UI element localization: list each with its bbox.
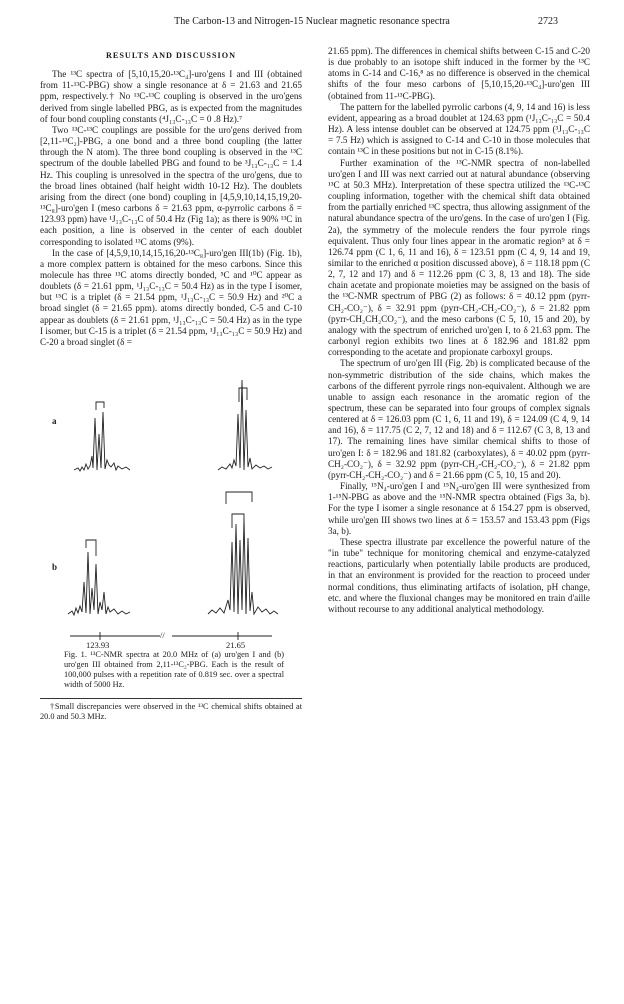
section-heading: RESULTS AND DISCUSSION (106, 51, 236, 60)
spectrum-b-left (68, 552, 130, 615)
paragraph-results-2: Two ¹³C-¹³C couplings are possible for the uro'gens derived from [2,11-¹³C₂]-PBG, a one bond and a three bond coupling (the latter through the N atom). The three bond coupling is observed in the ¹³C spectrum of the double labelled PBG and found to be ³J₁₃C-₁₃C = 1.4 Hz. This coupling is unresolved in the spectra of the uro'gens, due to the broad lines obtained (half height width 10-12 Hz). The doublets arising from the direct (one bond) coupling in [4,5,9,10,14,15,19,20-¹³C₈]-uro'gen I (meso carbons δ = 21.63 ppm, α-pyrrolic carbons δ = 123.93 ppm) have ¹J₁₃C-₁₃C of 50.4 Hz (Fig 1a); as there is 90% ¹³C in each position, a line is observed in the center of each doublet corresponding to isolated ¹³C atoms (9%). (40, 124, 302, 247)
tick-label-right: 21.65 (226, 640, 246, 651)
left-column (40, 46, 302, 722)
page-number: 2723 (538, 16, 558, 27)
nmr-spectra-figure (40, 352, 302, 648)
axis-break-mark: // (160, 630, 165, 641)
paragraph-right-4: The spectrum of uro'gen III (Fig. 2b) is complicated because of the non-symmetric distribution of the side chains, which makes the carbons of the different pyrrole rings non-equivalent. Although we are unable to assign each resonance in the aromatic region of the spectrum, these can be separated into four groups of complex signals centered at δ = 126.03 ppm (C 1, 6, 11 and 19), δ = 124.09 (C 4, 9, 14 and 16), δ = 117.75 (C 2, 7, 12 and 18) and δ = 112.67 (C 3, 8, 13 and 17). The remaining lines have similar chemical shifts to those of uro'gen I: δ = 182.96 and 181.82 (carboxylates), δ = 40.02 ppm (pyrr-CH₂-CO₂⁻), δ = 32.92 ppm (pyrr-CH₂-CH₂-CO₂⁻), δ = 21.82 ppm (pyrr-CH₂-CH₂-CO₂⁻) and δ = 21.66 ppm (C 5, 10, 15 and 20). (328, 358, 590, 480)
panel-label-b: b (52, 562, 58, 573)
paragraph-right-5: Finally, ¹⁵N₄-uro'gen I and ¹⁵N₄-uro'gen III were synthesized from 1-¹⁵N-PBG as above and the ¹⁵N-NMR spectra obtained (Figs 3a, b). For the type I isomer a single resonance at δ 154.27 ppm is observed, while uro'gen III shows two lines at δ = 153.57 and 153.43 ppm (Figs 3a, b). (328, 481, 590, 536)
footnote: †Small discrepancies were observed in the ¹³C chemical shifts obtained at 20.0 and 50.3 MHz. (40, 702, 302, 722)
figure-caption: Fig. 1. ¹³C-NMR spectra at 20.0 MHz of (a) uro'gen I and (b) uro'gen III obtained from 2,11-¹³C₂-PBG. Each is the result of 100,000 pulses with a repetition rate of 0.819 sec. over a spectral width of 5000 Hz. (64, 650, 284, 690)
running-header (0, 16, 624, 30)
paragraph-right-6: These spectra illustrate par excellence the powerful nature of the "in tube" technique for monitoring chemical and enzyme-catalyzed reactions, particularly when potentially labile products are produced, in that an environment is provided for the reaction to proceed under normal conditions, thus eliminating artifacts of isolation, pH change, etc. and where the fluxional changes may be monitored en train d'aille without recourse to any additional analytical methodology. (328, 536, 590, 614)
coupling-bracket-a-left (96, 402, 104, 410)
triplet-bracket-b (232, 514, 244, 528)
running-title: The Carbon-13 and Nitrogen-15 Nuclear magnetic resonance spectra (174, 16, 450, 27)
paragraph-right-1: 21.65 ppm). The differences in chemical shifts between C-15 and C-20 is due probably to an isotope shift induced in the former by the ¹³C atoms in C-14 and C-16,⁸ as no difference is observed in the chemical shifts of the four meso carbons of [5,10,15,20-¹³C₄]-uro'gen III (obtained from 11-¹³C-PBG). (328, 46, 590, 101)
spectrum-a-left (74, 412, 130, 471)
paragraph-results-1: The ¹³C spectra of [5,10,15,20-¹³C₄]-uro'gens I and III (obtained from 11-¹³C-PBG) show a single resonance at δ = 21.63 and 21.65 ppm, respectively.† No ¹³C-¹³C coupling is observed in the uro'gens derived from single labelled PBG, as is expected from the magnitudes of four bond coupling constants (⁴J₁₃C-₁₃C = 0 .8 Hz).⁷ (40, 69, 302, 124)
paragraph-right-3: Further examination of the ¹³C-NMR spectra of non-labelled uro'gen I and III was next carried out at natural abundance (observing ¹³C at 50.3 MHz). Interpretation of these spectra utilized the ¹³C-¹³C coupling information, together with the chemical shift data obtained from the partially enriched ¹³C spectra, thus allowing assignment of the natural abundance spectra of the uro'gens. In the case of uro'gen I (Fig. 2a), the symmetry of the molecule renders the four pyrrole rings equivalent. Thus only four lines appear in the aromatic region⁹ at δ = 126.74 ppm (C 1, 6, 11 and 16), δ = 123.51 ppm (C 4, 9, 14 and 19, similar to the enriched α position discussed above), δ = 118.18 ppm (C 2, 7, 12 and 17) and δ = 112.26 ppm (C 3, 8, 13 and 18). The side chain acetate and propionate moieties may be assigned on the basis of the ¹³C-NMR spectrum of PBG (2) as follows: δ = 40.12 ppm (pyrr-CH₂-CO₂⁻), δ = 32.91 ppm (pyrr-CH₂-CH₂-CO₂⁻), δ = 21.82 ppm (pyrr-CH₂CH₂CO₂⁻), and the meso carbons (C 5, 10, 15 and 20), by analogy with the spectrum of enriched uro'gen I, to δ 21.63 ppm. The carbonyl region exhibits two lines at δ 182.96 and 181.82 ppm corresponding to the acetate and propionate carboxyl groups. (328, 157, 590, 358)
paragraph-right-2: The pattern for the labelled pyrrolic carbons (4, 9, 14 and 16) is less evident, appearing as a broad doublet at 124.63 ppm (¹J₁₃C-₁₃C = 50.4 Hz). A less intense doublet can be observed at 124.75 ppm (³J₁₃C-₁₃C = 7.5 Hz) which is assigned to C-14 and C-10 in those molecules that contain ¹³C in these positions but not in C-15 (8.1%). (328, 101, 590, 157)
tick-label-left: 123.93 (86, 640, 110, 651)
right-column (328, 46, 590, 615)
panel-label-a: a (52, 416, 57, 427)
spectrum-b-right (208, 518, 278, 614)
coupling-bracket-a (239, 388, 247, 402)
figure-1 (40, 352, 302, 651)
triplet-bracket-b-top (226, 492, 252, 504)
spectrum-a-right (218, 380, 272, 470)
footnote-rule (40, 698, 302, 699)
paragraph-results-3: In the case of [4,5,9,10,14,15,16,20-¹³C₈]-uro'gen III(1b) (Fig. 1b), a more complex pattern is obtained for the meso carbons. Since this molecule has three ¹³C atoms directly bonded, ⁵C and ¹⁰C appear as doublets (δ = 21.61 ppm, ¹J₁₃C-₁₃C = 50.4 Hz) as in the type I isomer, but ¹⁵C is a triplet (δ = 21.54 ppm, ¹J₁₃C-₁₃C = 50.9 Hz) and ²⁰C a broad singlet (δ = 21.65 ppm). atoms directly bonded, C-5 and C-10 appear as doublets (δ = 21.61 ppm, ¹J₁₃C-₁₃C = 50.4 Hz) as in the type I isomer, but C-15 is a triplet (δ = 21.54 ppm, ¹J₁₃C-₁₃C = 50.9 Hz) and C-20 a broad singlet (δ = (40, 247, 302, 347)
